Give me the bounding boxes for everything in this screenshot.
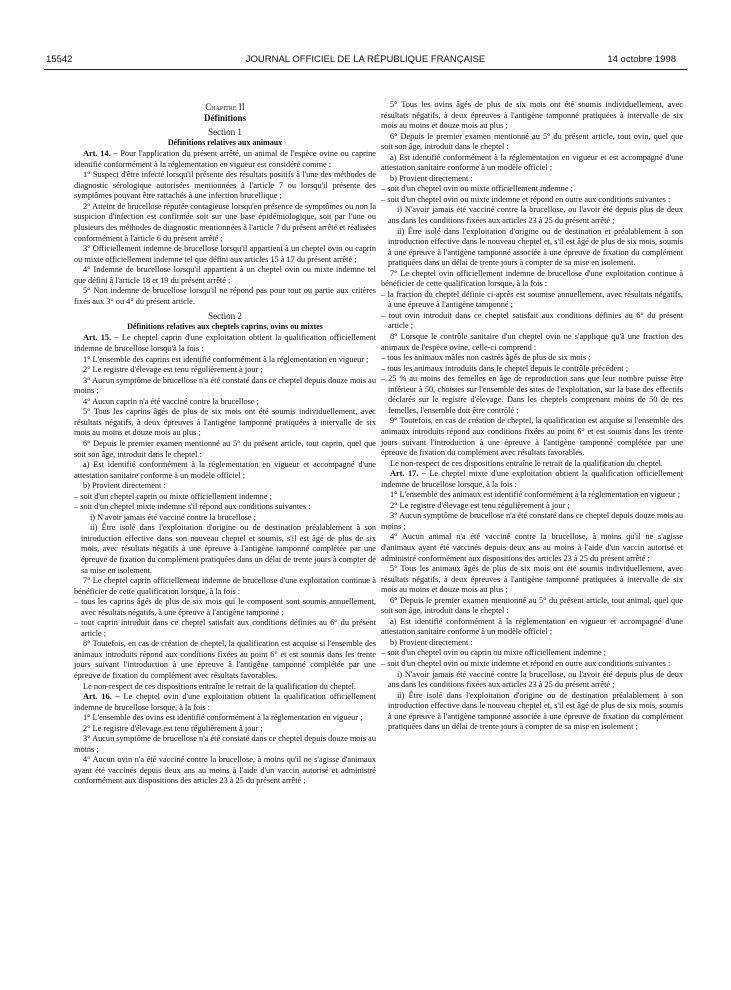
dash-item: – tout ovin introduit dans ce cheptel satisfait aux conditions définies au 6° du présent article ;: [381, 310, 683, 331]
dash-item: – soit d'un cheptel ovin ou mixte indemne et répond en outre aux conditions suivantes :: [381, 194, 671, 204]
header-rule: [44, 69, 687, 70]
sub-item: ii) Être isolé dans l'exploitation d'origine ou de destination préalablement à son introduction effective dans son nouveau cheptel et soumis, s'il est âgé de plus de six mois, avec résultats négatifs à une épreuve à l'antigène tamponné complétée par une épreuve de fixation du complément pratiquées dans un délai de trente jours à compter de sa mise en isolement.: [81, 523, 376, 575]
section-label: Section 1: [208, 127, 242, 138]
paragraph: a) Est identifié conformément à la réglementation en vigueur et accompagné d'une attestation sanitaire conforme à un modèle officiel ;: [381, 616, 683, 637]
paragraph: b) Provient directement :: [83, 481, 166, 491]
dash-item: – tous les animaux introduits dans le cheptel depuis le contrôle précédent ;: [381, 363, 628, 373]
paragraph: b) Provient directement :: [390, 637, 473, 647]
paragraph: 8° Toutefois, en cas de création de cheptel, la qualification est acquise si l'ensemble des animaux introduits répond aux conditions fixées au point 6° et est soumis dans les trente jours suivant l'introduction à une épreuve à l'antigène tamponné complétée par une épreuve de fixation du complément avec résultats favorables.: [74, 639, 376, 680]
paragraph: 8° Lorsque le contrôle sanitaire d'un cheptel ovin ne s'applique qu'à une fraction des animaux de l'espèce ovine, celle-ci comprend :: [381, 332, 683, 352]
article-label: Art. 15. –: [83, 333, 119, 343]
paragraph: 5° Tous les animaux âgés de plus de six mois ont été soumis individuellement, avec résultats négatifs, à deux épreuves à l'antigène tamponné pratiquées à intervalle de six mois au moins et douze mois au plus ;: [381, 564, 683, 595]
page-number: 15542: [46, 54, 73, 65]
chapter-label: Chapitre II: [205, 102, 245, 112]
paragraph: 9° Toutefois, en cas de création de cheptel, la qualification est acquise si l'ensemble des animaux introduits répond aux conditions fixées au point 6° et est soumis dans les trente jours suivant l'introduction à une épreuve à l'antigène tamponné complétée par une épreuve de fixation du complément avec résultats favorables.: [381, 416, 683, 458]
journal-title: JOURNAL OFFICIEL DE LA RÉPUBLIQUE FRANÇAISE: [245, 54, 486, 65]
paragraph: 3° Aucun symptôme de brucellose n'a été constaté dans ce cheptel depuis douze mois au moins ;: [74, 375, 376, 396]
dash-item: – soit d'un cheptel caprin ou mixte officiellement indemne ;: [74, 491, 272, 501]
sub-item: ii) Être isolé dans l'exploitation d'origine ou de destination préalablement à son introduction effective dans le nouveau cheptel et, s'il est âgé de plus de six mois, soumis à une épreuve à l'antigène tamponné associée à une épreuve de fixation du complément pratiquées dans un délai de trente jours à compter de sa mise en isolement ;: [388, 690, 683, 732]
paragraph: 6° Depuis le premier examen mentionné au 5° du présent article, tout caprin, quel que soit son âge, introduit dans le cheptel :: [74, 438, 376, 459]
paragraph: 6° Depuis le premier examen mentionné au 5° du présent article, tout ovin, quel que soit son âge, introduit dans le cheptel :: [381, 131, 683, 152]
paragraph: 2° Atteint de brucellose réputée contagieuse lorsqu'en présence de symptômes ou non la suspicion d'infection est confirmée soit sur une base épidémiologique, soit par l'une ou plusieurs des méthodes de diagnostic mentionnées à l'article 7 du présent arrêté et réalisées conformément à l'article 6 du présent arrêté ;: [74, 201, 376, 243]
right-column: [381, 100, 683, 733]
paragraph: a) Est identifié conformément à la réglementation en vigueur et est accompagné d'une attestation sanitaire conforme à un modèle officiel ;: [381, 152, 683, 173]
issue-date: 14 octobre 1998: [607, 54, 676, 65]
paragraph: 1° L'ensemble des ovins est identifié conformément à la réglementation en vigueur ;: [83, 713, 363, 723]
left-column: [74, 100, 376, 787]
paragraph: 2° Le registre d'élevage est tenu régulièrement à jour ;: [83, 365, 263, 375]
paragraph: 5° Tous les caprins âgés de plus de six mois ont été soumis individuellement, avec résultats négatifs, à deux épreuves à l'antigène tamponné pratiquées à intervalle de six mois au moins et douze mois au plus ;: [74, 407, 376, 438]
article-14-intro: Art. 14. – Pour l'application du présent arrêté, un animal de l'espèce ovine ou caprine identifié conformément à la réglementation en vigueur est considéré comme :: [74, 149, 376, 169]
paragraph: b) Provient directement :: [390, 173, 473, 183]
dash-item: – soit d'un cheptel ovin ou mixte officiellement indemne ;: [381, 184, 573, 194]
paragraph: 6° Depuis le premier examen mentionné au 5° du présent article, tout animal, quel que soit son âge, introduit dans le cheptel :: [381, 595, 683, 616]
dash-item: – tout caprin introduit dans ce cheptel satisfait aux conditions définies au 6° du présent article ;: [74, 618, 376, 638]
paragraph: 1° L'ensemble des caprins est identifié conformément à la réglementation en vigueur ;: [83, 354, 369, 364]
paragraph: 7° Le cheptel caprin officiellement indemne de brucellose d'une exploitation continue à bénéficier de cette qualification lorsque, à la fois :: [74, 576, 376, 596]
chapter-title: Définitions: [203, 112, 246, 123]
dash-item: – soit d'un cheptel mixte indemne s'il répond aux conditions suivantes :: [74, 502, 311, 512]
paragraph: 2° Le registre d'élevage est tenu régulièrement à jour ;: [83, 723, 263, 733]
dash-item: – soit d'un cheptel ovin ou mixte indemne et répond en outre aux conditions suivantes :: [381, 658, 671, 668]
paragraph: 5° Non indemne de brucellose lorsqu'il ne répond pas pour tout ou partie aux critères fixés aux 3° ou 4° du présent article.: [74, 286, 376, 306]
article-label: Art. 16. –: [83, 692, 120, 702]
paragraph: Le non-respect de ces dispositions entraîne le retrait de la qualification du cheptel.: [83, 681, 357, 691]
paragraph: 4° Aucun animal n'a été vacciné contre la brucellose, à moins qu'il ne s'agisse d'animaux ayant été vaccinés depuis deux ans au moins à l'aide d'un vaccin autorisé et administré conformément aux dispositions des articles 23 à 25 du présent arrêté ;: [381, 532, 683, 563]
article-15-intro: Art. 15. – Le cheptel caprin d'une exploitation obtient la qualification officiellement indemne de brucellose lorsqu'à la fois :: [74, 333, 377, 354]
paragraph: 1° Suspect d'être infecté lorsqu'il présente des résultats positifs à l'une des méthodes de diagnostic sérologique autorisées mentionnées à l'article 7 ou lorsqu'il présente des symptômes pouvant être rattachés à une infection brucellique ;: [74, 170, 376, 201]
dash-item: – 25 % au moins des femelles en âge de reproduction sans que leur nombre puisse être inférieur à 50, choisies sur l'ensemble des sites de l'exploitation, sur la base des effectifs déclarés sur le registre d'élevage. Dans les cheptels comprenant moins de 50 de ces femelles, l'ensemble doit être contrôlé ;: [381, 374, 683, 415]
section-label: Section 2: [208, 311, 242, 322]
section-title: Définitions relatives aux cheptels caprins, ovins ou mixtes: [127, 321, 323, 331]
paragraph: 3° Aucun symptôme de brucellose n'a été constaté dans ce cheptel depuis douze mois au moins ;: [381, 511, 683, 531]
paragraph: 3° Officiellement indemne de brucellose lorsqu'il appartient à un cheptel ovin ou caprin ou mixte officiellement indemne tel que défini aux articles 15 à 17 du présent arrêté ;: [74, 244, 376, 264]
article-16-intro: Art. 16. – Le cheptel ovin d'une exploitation obtient la qualification officiellement indemne de brucellose lorsque, à la fois :: [74, 692, 376, 712]
paragraph: 5° Tous les ovins âgés de plus de six mois ont été soumis individuellement, avec résultats négatifs, à deux épreuves à l'antigène tamponné pratiquées à intervalle de six mois au moins et douze mois au plus ;: [381, 100, 683, 131]
dash-item: – tous les animaux mâles non castrés âgés de plus de six mois ;: [381, 353, 591, 363]
sub-item: i) N'avoir jamais été vacciné contre la brucellose, ou l'avoir été depuis plus de deux ans dans les conditions fixées aux articles 23 à 25 du présent arrêté ;: [388, 205, 683, 226]
paragraph: a) Est identifié conformément à la réglementation en vigueur et accompagné d'une attestation sanitaire conforme à un modèle officiel ;: [74, 460, 376, 480]
running-header: [0, 54, 731, 68]
article-17-intro: Art. 17. – Le cheptel mixte d'une exploitation obtient la qualification officiellement indemne de brucellose lorsque, à la fois :: [381, 469, 683, 489]
sub-item: ii) Être isolé dans l'exploitation d'origine ou de destination et préalablement à son introduction effective dans le nouveau cheptel et, s'il est âgé de plus de six mois, soumis à une épreuve à l'antigène tamponné associée à une épreuve de fixation du complément pratiquées dans un délai de trente jours à compter de sa mise en isolement.: [388, 226, 683, 268]
sub-item: i) N'avoir jamais été vacciné contre la brucellose, ou l'avoir été depuis plus de deux ans dans les conditions fixées aux articles 23 à 25 du présent arrêté ;: [388, 669, 683, 690]
dash-item: – la fraction du cheptel définie ci-après est soumise annuellement, avec résultats négatifs, à une épreuve à l'antigène tamponné ;: [381, 289, 683, 310]
dash-item: – soit d'un cheptel ovin ou caprin ou mixte officiellement indemne ;: [381, 648, 607, 658]
paragraph: 4° Aucun ovin n'a été vacciné contre la brucellose, à moins qu'il ne s'agisse d'animaux ayant été vaccinés depuis deux ans au moins à l'aide d'un vaccin autorisé et administré conformément aux dispositions des articles 23 à 25 du présent arrêté ;: [74, 755, 376, 786]
paragraph: 7° Le cheptel ovin officiellement indemne de brucellose d'une exploitation continue à bénéficier de cette qualification lorsque, à la fois :: [381, 268, 683, 289]
section-title: Définitions relatives aux animaux: [167, 137, 283, 147]
paragraph: 1° L'ensemble des animaux est identifié conformément à la réglementation en vigueur ;: [390, 490, 681, 500]
paragraph: Le non-respect de ces dispositions entraîne le retrait de la qualification du cheptel.: [390, 458, 664, 468]
sub-item: i) N'avoir jamais été vacciné contre la brucellose ;: [90, 512, 256, 522]
article-label: Art. 17. –: [390, 469, 426, 479]
article-label: Art. 14. –: [83, 149, 118, 159]
dash-item: – tous les caprins âgés de plus de six mois qui le composent sont soumis annuellement, avec résultats négatifs, à une épreuve à l'antigène tamponné ;: [74, 597, 376, 617]
paragraph: 4° Indemne de brucellose lorsqu'il appartient à un cheptel ovin ou mixte indemne tel que défini à l'article 18 et 19 du présent arrêté ;: [74, 265, 376, 285]
paragraph: 4° Aucun caprin n'a été vacciné contre la brucellose ;: [83, 396, 259, 406]
paragraph: 3° Aucun symptôme de brucellose n'a été constaté dans ce cheptel depuis douze mois au moins ;: [74, 734, 376, 754]
paragraph: 2° Le registre d'élevage est tenu régulièrement à jour ;: [390, 500, 570, 510]
